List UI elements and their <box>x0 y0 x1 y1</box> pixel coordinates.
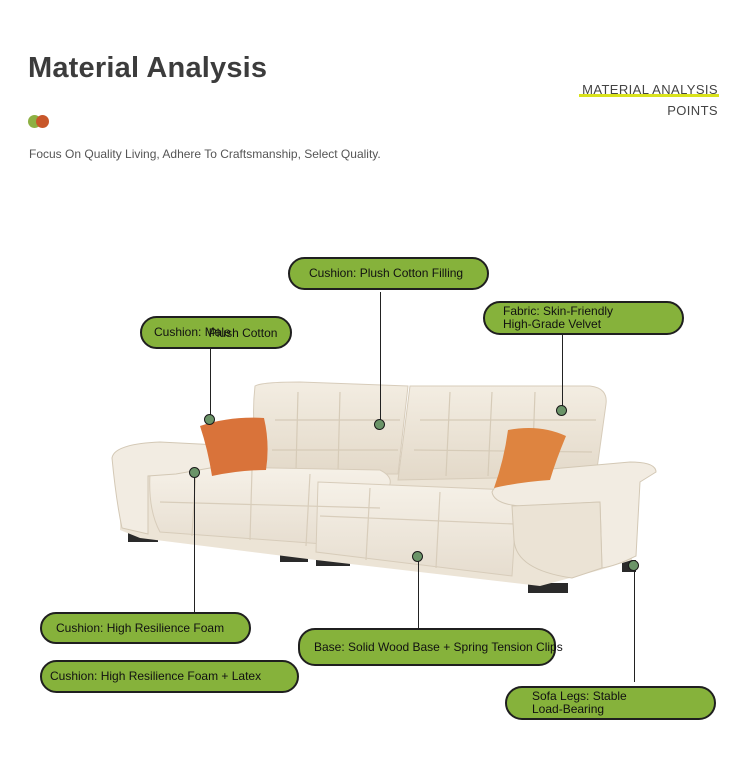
leader-line <box>194 474 195 614</box>
callout-sofa-legs <box>505 686 716 720</box>
callout-base <box>298 628 563 666</box>
page-title: Material Analysis <box>28 52 268 84</box>
callout-high-resilience-latex-text: Cushion: High Resilience Foam + Latex <box>50 669 262 684</box>
leader-line <box>418 558 419 628</box>
points-heading-line1-text: MATERIAL ANALYSIS <box>582 82 718 97</box>
callout-high-resilience <box>40 612 251 644</box>
callout-high-resilience-latex <box>40 660 299 693</box>
callout-plush-cotton-filling-text: Cushion: Plush Cotton Filling <box>309 266 464 281</box>
callout-plush-cotton-filling <box>288 257 489 290</box>
points-heading-line2: POINTS <box>667 103 718 118</box>
callout-plush-cotton-left <box>140 316 292 349</box>
marker-pin-icon <box>556 405 567 416</box>
back-cushion-left <box>254 382 408 474</box>
callout-plush-cotton-left-text-a: Cushion: Male <box>154 325 231 340</box>
marker-pin-icon <box>204 414 215 425</box>
marker-pin-icon <box>374 419 385 430</box>
marker-pin-icon <box>628 560 639 571</box>
callout-sofa-legs-line1: Sofa Legs: Stable <box>532 689 627 704</box>
callout-fabric <box>483 301 684 335</box>
leader-line <box>634 566 635 682</box>
callout-sofa-legs-line2: Load-Bearing <box>532 702 605 716</box>
leader-line <box>380 292 381 424</box>
tagline: Focus On Quality Living, Adhere To Craftsmanship, Select Quality. <box>29 147 381 161</box>
leader-line <box>562 334 563 410</box>
callout-base-text: Base: Solid Wood Base + Spring Tension Clips <box>314 639 563 654</box>
callout-high-resilience-text: Cushion: High Resilience Foam <box>56 620 225 635</box>
callout-fabric-line2: High-Grade Velvet <box>503 317 602 331</box>
marker-pin-icon <box>412 551 423 562</box>
marker-pin-icon <box>189 467 200 478</box>
callout-plush-cotton-left-text-b: Plush Cotton <box>208 326 278 341</box>
callout-fabric-line1: Fabric: Skin-Friendly <box>503 304 614 319</box>
leader-line <box>210 348 211 420</box>
